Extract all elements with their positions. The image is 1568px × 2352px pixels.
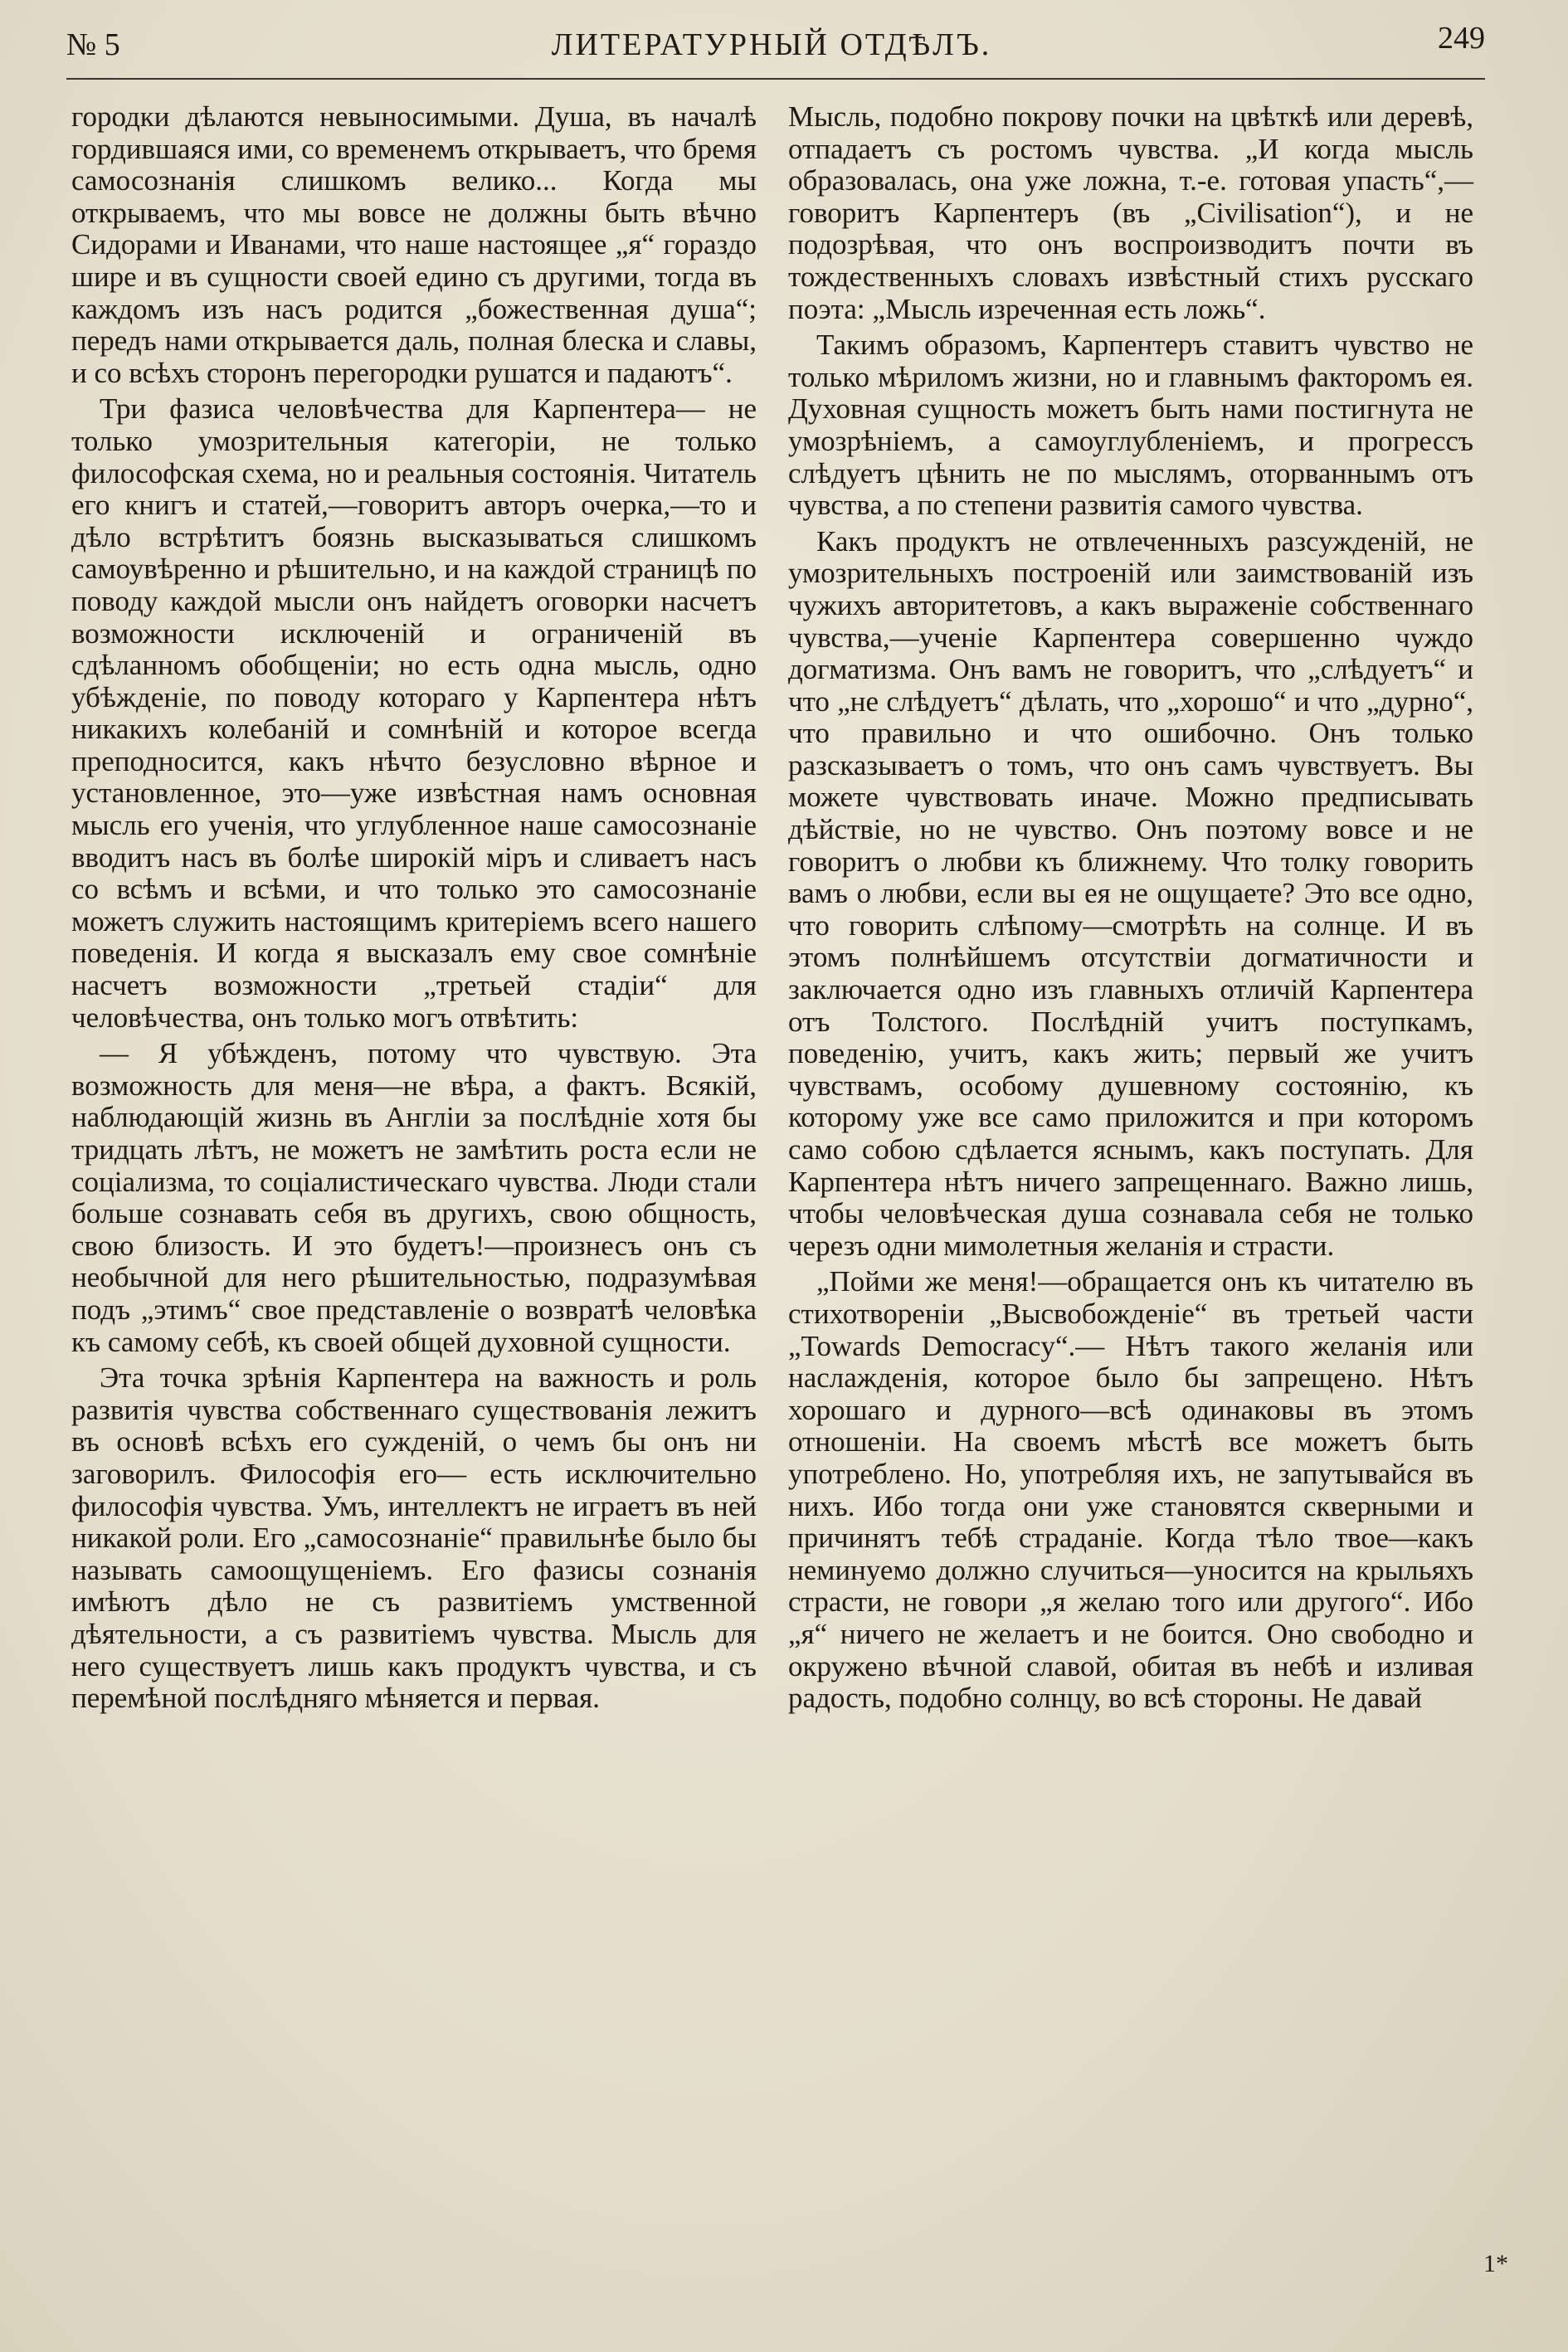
right-column (788, 101, 1473, 1719)
paragraph: Какъ продуктъ не отвлеченныхъ разсужденій, не умозрительныхъ построеній или заимствованій изъ чужихъ авторитетовъ, а какъ выраженіе собственнаго чувства,—ученіе Карпентера совершенно чуждо догматизма. Онъ вамъ не говоритъ, что „слѣдуетъ“ и что „не слѣдуетъ“ дѣлать, что „хорошо“ и что „дурно“, что правильно и что ошибочно. Онъ только разсказываетъ о томъ, что онъ самъ чувствуетъ. Вы можете чувствовать иначе. Можно предписывать дѣйствіе, но не чувство. Онъ поэтому вовсе и не говоритъ о любви къ ближнему. Что толку говорить вамъ о любви, если вы ея не ощущаете? Это все одно, что говорить слѣпому—смотрѣть на солнце. И въ этомъ полнѣйшемъ отсутствіи догматичности и заключается одно изъ главныхъ отличій Карпентера отъ Толстого. Послѣдній учитъ поступкамъ, поведенію, учитъ, какъ жить; первый же учитъ чувствамъ, особому душевному состоянію, къ которому уже все само приложится и при которомъ само собою сдѣлается яснымъ, какъ поступать. Для Карпентера нѣтъ ничего запрещеннаго. Важно лишь, чтобы человѣческая душа сознавала себя не только черезъ одни мимолетныя желанія и страсти. (788, 524, 1473, 1262)
page-number: 249 (1438, 21, 1485, 56)
paragraph: Три фазиса человѣчества для Карпентера— не только умозрительныя категоріи, не только философская схема, но и реальныя состоянія. Читатель его книгъ и статей,—говоритъ авторъ очерка,—то и дѣло встрѣтитъ боязнь высказываться слишкомъ самоувѣренно и рѣшительно, и на каждой страницѣ по поводу каждой мысли онъ найдетъ оговорки насчетъ возможности исключеній и ограниченій въ сдѣланномъ обобщеніи; но есть одна мысль, одно убѣжденіе, по поводу котораго у Карпентера нѣтъ никакихъ колебаній и сомнѣній и которое всегда преподносится, какъ нѣчто безусловно вѣрное и установленное, это—уже извѣстная намъ основная мысль его ученія, что углубленное наше самосознаніе вводитъ насъ въ болѣе широкій міръ и сливаетъ насъ со всѣмъ и всѣми, и что только это самосознаніе можетъ служить настоящимъ критеріемъ всего нашего поведенія. И когда я высказалъ ему свое сомнѣніе насчетъ возможности „третьей стадіи“ для человѣчества, онъ только могъ отвѣтить: (71, 392, 757, 1034)
issue-number: № 5 (66, 27, 120, 62)
signature-mark: 1* (1483, 2250, 1508, 2277)
left-column (71, 101, 757, 1719)
page-header (58, 15, 1485, 73)
header-rule (66, 78, 1485, 80)
paragraph: Мысль, подобно покрову почки на цвѣткѣ или деревѣ, отпадаетъ съ ростомъ чувства. „И когда мысль образовалась, она уже ложна, т.-е. готовая упасть“,—говоритъ Карпентеръ (въ „Civilisation“), и не подозрѣвая, что онъ воспроизводитъ почти въ тождественныхъ словахъ извѣстный стихъ русскаго поэта: „Мысль изреченная есть ложь“. (788, 100, 1473, 325)
paragraph: — Я убѣжденъ, потому что чувствую. Эта возможность для меня—не вѣра, а фактъ. Всякій, наблюдающій жизнь въ Англіи за послѣдніе хотя бы тридцать лѣтъ, не можетъ не замѣтить роста если не соціализма, то соціалистическаго чувства. Люди стали больше сознавать себя въ другихъ, свою общность, свою близость. И это будетъ!—произнесъ онъ съ необычной для него рѣшительностью, подразумѣвая подъ „этимъ“ свое представленіе о возвратѣ человѣка къ самому себѣ, къ своей общей духовной сущности. (71, 1037, 757, 1358)
paragraph: городки дѣлаются невыносимыми. Душа, въ началѣ гордившаяся ими, со временемъ открываетъ, что бремя самосознанія слишкомъ велико... Когда мы открываемъ, что мы вовсе не должны быть вѣчно Сидорами и Иванами, что наше настоящее „я“ гораздо шире и въ сущности своей едино съ другими, тогда въ каждомъ изъ насъ родится „божественная душа“; передъ нами открывается даль, полная блеска и славы, и со всѣхъ сторонъ перегородки рушатся и падаютъ“. (71, 100, 757, 389)
paragraph: Такимъ образомъ, Карпентеръ ставитъ чувство не только мѣриломъ жизни, но и главнымъ факторомъ ея. Духовная сущность можетъ быть нами постигнута не умозрѣніемъ, а самоуглубленіемъ, и прогрессъ слѣдуетъ цѣнить не по мыслямъ, оторваннымъ отъ чувства, а по степени развитія самого чувства. (788, 329, 1473, 522)
paragraph: Эта точка зрѣнія Карпентера на важность и роль развитія чувства собственнаго существованія лежитъ въ основѣ всѣхъ его сужденій, о чемъ бы онъ ни заговорилъ. Философія его— есть исключительно философія чувства. Умъ, интеллектъ не играетъ въ ней никакой роли. Его „самосознаніе“ правильнѣе было бы называть самоощущеніемъ. Его фазисы сознанія имѣютъ дѣло не съ развитіемъ умственной дѣятельности, а съ развитіемъ чувства. Мысль для него существуетъ лишь какъ продуктъ чувства, и съ перемѣной послѣдняго мѣняется и первая. (71, 1361, 757, 1715)
paragraph: „Пойми же меня!—обращается онъ къ читателю въ стихотвореніи „Высвобожденіе“ въ третьей части „Towards Democracy“.— Нѣтъ такого желанія или наслажденія, которое было бы запрещено. Нѣтъ хорошаго и дурного—всѣ одинаковы въ этомъ отношеніи. На своемъ мѣстѣ все можетъ быть употреблено. Но, употребляя ихъ, не запутывайся въ нихъ. Ибо тогда они уже становятся скверными и причинятъ тебѣ страданіе. Когда тѣло твое—какъ неминуемо должно случиться—уносится на крыльяхъ страсти, не говори „я желаю того или другого“. Ибо „я“ ничего не желаетъ и не боится. Оно свободно и окружено вѣчной славой, обитая въ небѣ и изливая радость, подобно солнцу, во всѣ стороны. Не давай (788, 1265, 1473, 1715)
section-title: ЛИТЕРАТУРНЫЙ ОТДѢЛЪ. (551, 27, 992, 62)
